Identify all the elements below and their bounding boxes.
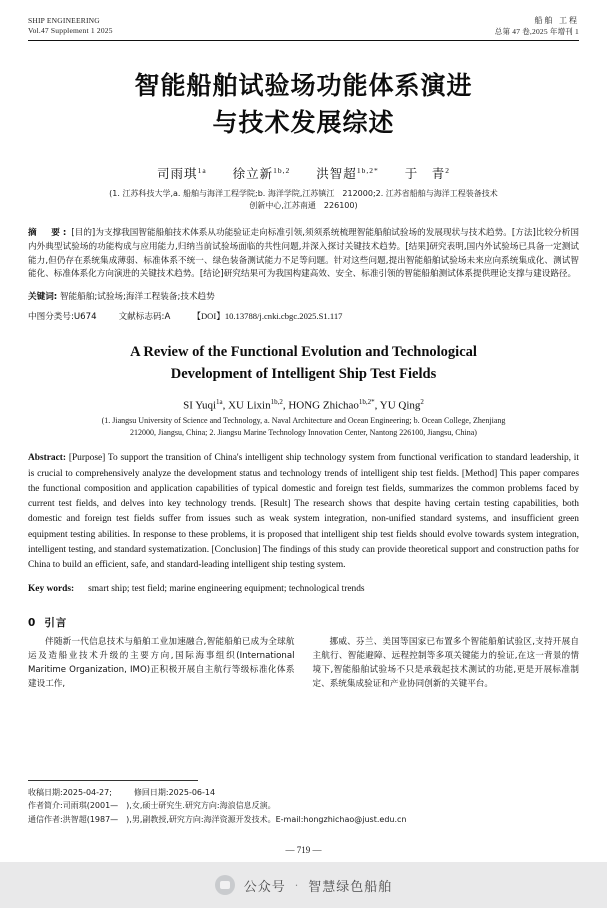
volume-info-en: Vol.47 Supplement 1 2025 — [28, 26, 113, 36]
affiliation-cn-line2: 创新中心,江苏南通 226100) — [249, 201, 358, 211]
footnote-text — [28, 786, 579, 826]
received-date-value: 2025-04-27; — [62, 788, 112, 797]
author-cn-2-sup: 1b,2 — [273, 165, 291, 175]
keywords-cn-label: 关键词: — [28, 292, 58, 303]
doc-code-value: A — [164, 312, 171, 323]
clc-label: 中图分类号: — [28, 312, 74, 323]
body-paragraph-right: 挪威、芬兰、美国等国家已布置多个智能船舶试验区,支持开展自主航行、智能避障、远程控制等多项关键能力的验证,在这一背景的情境下,智能船舶试验场不只是承载起技术测试的功能,更是开展标准制定、系统集成验证和产业协同创新的关键平台。 — [312, 637, 579, 690]
affiliation-en-line1: (1. Jiangsu University of Science and Technology, a. Naval Architecture and Ocean Engineering; b. Ocean College, Zhenjiang — [101, 416, 506, 426]
authors-en: SI Yuqi$^{1a}$, XU Lixin$^{1b,2}$, HONG Zhichao$^{1b,2*}$, YU Qing$^2$ — [183, 397, 424, 412]
section-heading — [28, 615, 579, 630]
body-column-left — [28, 636, 295, 692]
keywords-en-text: smart ship; test field; marine engineering equipment; technological trends — [88, 584, 365, 595]
title-en-line2: Development of Intelligent Ship Test Fields — [170, 365, 437, 382]
section-title: 引言 — [44, 617, 68, 630]
abstract-cn-text: [目的]为支撑我国智能船舶技术体系从功能验证走向标准引领,须须系统梳理智能船舶试验场的发展现状与技术趋势。[方法]比较分析国内外典型试验场的功能构成与应用能力,归纳当前试验场面临的共性问题,并深入探讨关键技术趋势。[结果]研究表明,国内外试验场已具备一定测试能力,但仍存在系统集成薄弱、标准体系不统一、绿色装备测试能力不足等问题。针对这些问题,提出智能船舶试验场未来应向系统集成化、测试智能化、标准体系化方向演进的关键技术趋势。[结论]研究结果可为我国构建高效、安全、标准引领的智能船舶测试体系提供理论支撑与建设路径。 — [28, 227, 579, 280]
title-en-line1: A Review of the Functional Evolution and Technological — [130, 344, 477, 361]
author-cn-3-sup: 1b,2* — [356, 165, 379, 175]
abstract-en — [28, 451, 579, 573]
author-en-2-sup: 1b,2 — [270, 397, 283, 406]
page-title-cn — [28, 67, 579, 142]
revised-date-label: 修回日期: — [133, 788, 169, 797]
author-cn-3: 洪智超 — [316, 165, 357, 181]
author-en-1: SI Yuqi — [183, 399, 216, 412]
header-divider — [28, 40, 579, 41]
clc-group — [28, 312, 97, 322]
page-number: — 719 — — [285, 845, 322, 855]
body-paragraph-left: 伴随新一代信息技术与船舶工业加速融合,智能船舶已成为全球航运及造船业技术升级的主要方向,国际海事组织(International Maritime Organization, IMO)正积极开展自主航行等级标准化体系建设工作, — [28, 637, 295, 690]
author-en-1-sup: 1a — [216, 397, 223, 406]
footnote-author-bio: 作者简介:司雨琪(2001— ),女,硕士研究生.研究方向:海浪信息反演。 — [28, 801, 276, 811]
watermark-separator: · — [294, 878, 300, 892]
running-head — [28, 16, 579, 37]
doi-group — [192, 312, 342, 322]
abstract-en-label: Abstract: — [28, 453, 67, 464]
affiliations-cn — [28, 188, 579, 213]
doi-value: 10.13788/j.cnki.cbgc.2025.S1.117 — [224, 311, 343, 322]
journal-name-cn: 船舶 工程 — [534, 16, 579, 25]
author-en-4: YU Qing — [379, 399, 421, 412]
watermark-name: 智慧绿色船舶 — [308, 879, 393, 895]
keywords-en — [28, 582, 579, 597]
doi-label: 【DOI】 — [192, 311, 225, 322]
watermark-bar — [0, 862, 607, 908]
doc-code-label: 文献标志码: — [118, 312, 165, 323]
author-en-4-sup: 2 — [420, 397, 424, 406]
author-cn-1: 司雨琪 — [157, 165, 198, 181]
classification-line — [28, 310, 579, 322]
body-columns — [28, 636, 579, 692]
footnote-corresponding-author: 通信作者:洪智超(1987— ),男,副教授,研究方向:海洋资源开发技术。E-mail:hongzhichao@just.edu.cn — [28, 814, 407, 824]
volume-info-cn: 总第 47 卷,2025 年增刊 1 — [494, 26, 579, 36]
clc-value: U674 — [73, 312, 97, 323]
watermark-prefix: 公众号 — [243, 879, 286, 895]
author-cn-2: 徐立新 — [232, 165, 274, 181]
abstract-cn — [28, 227, 579, 283]
author-en-2: XU Lixin — [228, 399, 271, 412]
affiliations-en — [28, 415, 579, 438]
author-en-3: HONG Zhichao — [288, 399, 359, 412]
received-date-label: 收稿日期: — [28, 788, 63, 797]
title-cn-line1: 智能船舶试验场功能体系演进 — [134, 70, 473, 100]
page-title-en — [28, 342, 579, 386]
watermark — [215, 875, 393, 895]
footnote-divider — [28, 780, 198, 781]
section-number: 0 — [28, 617, 37, 630]
running-head-right — [495, 16, 579, 37]
keywords-cn — [28, 291, 579, 305]
title-cn-line2: 与技术发展综述 — [212, 108, 395, 138]
abstract-en-text: [Purpose] To support the transition of China's intelligent ship technology system from functional verification to standard leadership, it is crucial to comprehensively analyze the development status and technology trends of intelligent ship test fields. [Method] This paper compares the functional composition and application capabilities of typical domestic and foreign test fields, summarizes the common problems faced by current test fields, and delves into key technology trends. [Result] The research shows that despite having certain testing capabilities, both domestic and foreign test fields suffer from issues such as weak system integration, non-unified standard systems, and insufficient green equipment testing abilities. In response to these problems, it is proposed that intelligent ship test fields should evolve towards system integration, intelligent testing, and standard systematization. [Conclusion] The findings of this study can provide theoretical support and construction paths for China to build an efficient, safe, and standard-leading intelligent ship testing system. — [28, 453, 580, 571]
author-cn-4-sup: 2 — [445, 165, 450, 175]
affiliation-cn-line1: (1. 江苏科技大学,a. 船舶与海洋工程学院;b. 海洋学院,江苏镇江 212000;2. 江苏省船舶与海洋工程装备技术 — [109, 188, 498, 198]
body-column-right — [313, 636, 580, 692]
running-head-left — [28, 16, 113, 36]
author-en-3-sup: 1b,2* — [358, 397, 375, 406]
keywords-cn-text: 智能船舶;试验场;海洋工程装备;技术趋势 — [59, 292, 215, 303]
authors-cn — [28, 164, 579, 182]
keywords-en-label: Key words: — [28, 584, 75, 595]
doc-code-group — [119, 312, 171, 322]
wechat-logo-icon — [215, 875, 235, 895]
author-cn-1-sup: 1a — [197, 165, 207, 175]
author-cn-4: 于 青 — [404, 165, 446, 181]
journal-name-en: SHIP ENGINEERING — [28, 16, 100, 25]
affiliation-en-line2: 212000, Jiangsu, China; 2. Jiangsu Marine Technology Innovation Center, Nantong 226100, Jiangsu, China) — [130, 427, 477, 437]
abstract-cn-label: 摘 要: — [28, 227, 70, 238]
revised-date-value: 2025-06-14 — [168, 788, 216, 797]
footnote-dates — [28, 786, 579, 799]
footnote-block — [28, 780, 579, 826]
